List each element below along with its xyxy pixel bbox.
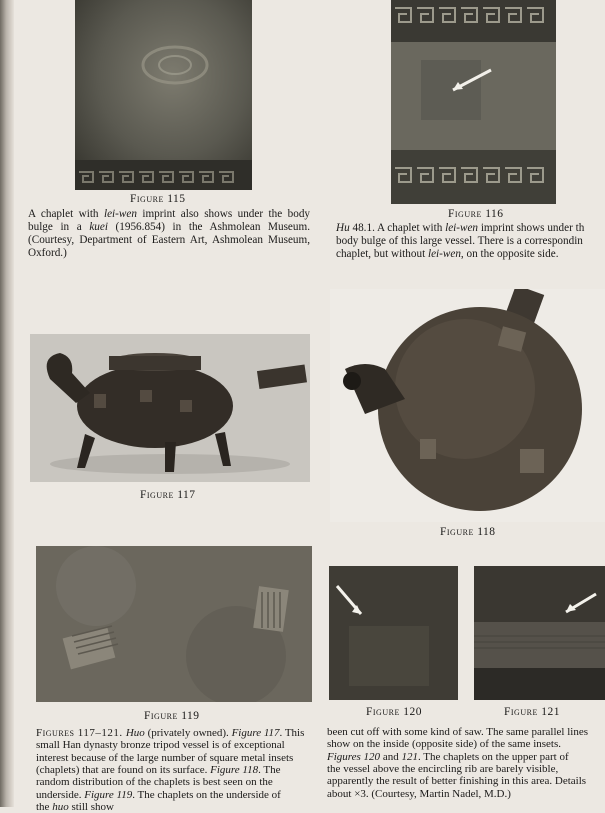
figure-118-label: Figure 118 bbox=[440, 526, 496, 538]
book-gutter-shadow bbox=[0, 0, 14, 807]
figure-117-label: Figure 117 bbox=[140, 489, 196, 501]
figure-120-label: Figure 120 bbox=[366, 706, 422, 718]
figure-117-photo bbox=[30, 334, 310, 482]
figure-121-photo bbox=[474, 566, 605, 700]
figure-121-label: Figure 121 bbox=[504, 706, 560, 718]
figures-117-121-caption-left: Figures 117–121. Huo (privately owned). Figure 117. This small Han dynasty bronze tripod vessel is of exceptional interest because of the large number of square metal insets (chaplets) that are found on its surface. Figure 118. The random distribution of the chaplets is best seen on the underside. Figure 119. The chaplets on the underside of the huo still show bbox=[36, 727, 305, 813]
figure-115-caption: A chaplet with lei-wen imprint also shows under the body bulge in a kuei (1956.854) in the Ashmolean Museum. (Courtesy, Department of Eastern Art, Ashmolean Museum, Oxford.) bbox=[28, 208, 311, 259]
figure-118-photo bbox=[330, 289, 605, 522]
figure-116-caption: Hu 48.1. A chaplet with lei-wen imprint shows under th body bulge of this large vessel. There is a correspondin chaplet, but without lei-wen, on the opposite side. bbox=[336, 222, 585, 260]
figure-115-label: Figure 115 bbox=[130, 193, 186, 205]
figure-115-photo bbox=[75, 0, 252, 190]
figure-119-photo bbox=[36, 546, 312, 702]
figure-120-photo bbox=[329, 566, 458, 700]
figures-117-121-caption-right: been cut off with some kind of saw. The same parallel lines show on the inside (opposite side) of the same insets. Figures 120 and 121. The chaplets on the upper part of the vessel above the encircling rib are barely visible, apparently the result of better finishing in this area. Details about ×3. (Courtesy, Martin Nadel, M.D.) bbox=[327, 726, 588, 800]
figure-116-photo bbox=[391, 0, 556, 204]
figure-116-label: Figure 116 bbox=[448, 208, 504, 220]
figure-119-label: Figure 119 bbox=[144, 710, 200, 722]
